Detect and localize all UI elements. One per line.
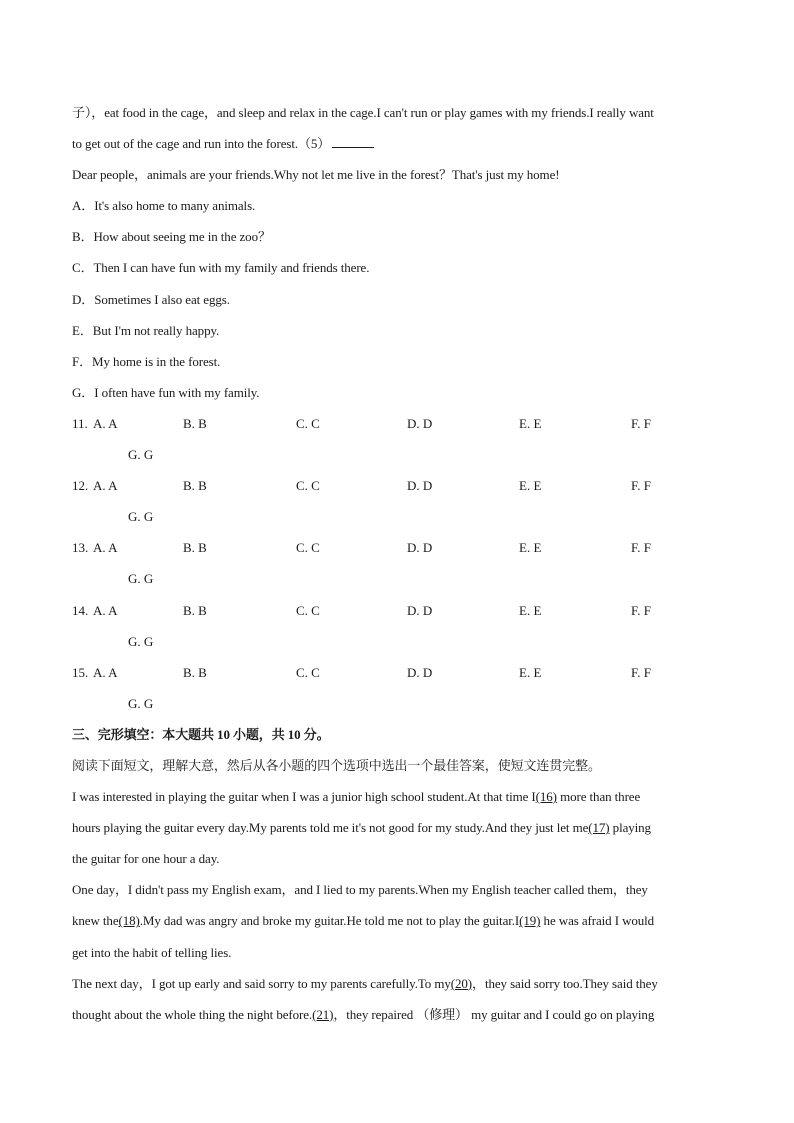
question-14 xyxy=(72,595,722,657)
blank-19[interactable]: (19) xyxy=(519,913,541,929)
blank-16[interactable]: (16) xyxy=(535,789,557,805)
choice-b[interactable]: B. B xyxy=(183,415,207,431)
cloze-line: One day，I didn't pass my English exam，and I lied to my parents.When my English teacher called them，they xyxy=(72,882,648,898)
cloze-line xyxy=(72,781,722,812)
cloze-text: he was afraid I would xyxy=(540,913,655,929)
choice-c[interactable]: C. C xyxy=(296,478,320,494)
cloze-line xyxy=(72,812,722,843)
choice-b[interactable]: B. B xyxy=(183,478,207,494)
choice-e[interactable]: E. E xyxy=(519,478,542,494)
choice-c[interactable]: C. C xyxy=(296,540,320,556)
section-instruction: 阅读下面短文，理解大意，然后从各小题的四个选项中选出一个最佳答案，使短文连贯完整。 xyxy=(72,757,601,773)
choice-b[interactable]: B. B xyxy=(183,664,207,680)
choice-f[interactable]: F. F xyxy=(631,602,651,618)
choice-e[interactable]: E. E xyxy=(519,664,542,680)
question-number: 13. xyxy=(72,540,89,556)
choice-e[interactable]: E. E xyxy=(519,602,542,618)
choice-g[interactable]: G. G xyxy=(128,633,154,649)
choice-f[interactable]: F. F xyxy=(631,478,651,494)
cloze-text: .My dad was angry and broke my guitar.He told me not to play the guitar.I xyxy=(139,913,520,929)
cloze-text: more than three xyxy=(556,789,641,805)
choice-c[interactable]: C. C xyxy=(296,602,320,618)
option-c: C．Then I can have fun with my family and friends there. xyxy=(72,260,370,276)
option-e: E．But I'm not really happy. xyxy=(72,322,220,338)
choice-f[interactable]: F. F xyxy=(631,664,651,680)
choice-f[interactable]: F. F xyxy=(631,415,651,431)
choice-d[interactable]: D. D xyxy=(407,602,433,618)
choice-e[interactable]: E. E xyxy=(519,540,542,556)
cloze-line: get into the habit of telling lies. xyxy=(72,944,232,960)
question-number: 14. xyxy=(72,602,89,618)
section-heading: 三、完形填空：本大题共 10 小题，共 10 分。 xyxy=(72,726,330,742)
blank-21[interactable]: (21) xyxy=(312,1006,334,1022)
option-g: G．I often have fun with my family. xyxy=(72,384,260,400)
blank-18[interactable]: (18) xyxy=(118,913,140,929)
choice-d[interactable]: D. D xyxy=(407,478,433,494)
choice-a[interactable]: A. A xyxy=(93,602,118,618)
cloze-text: playing xyxy=(609,820,651,836)
cloze-text: hours playing the guitar every day.My parents told me it's not good for my study.And they just let me xyxy=(72,820,589,836)
choice-d[interactable]: D. D xyxy=(407,415,433,431)
passage-line: Dear people，animals are your friends.Why not let me live in the forest？That's just my home! xyxy=(72,167,560,183)
choice-b[interactable]: B. B xyxy=(183,540,207,556)
passage-line: 子），eat food in the cage，and sleep and relax in the cage.I can't run or play games with my friends.I really want xyxy=(72,105,654,120)
cloze-line xyxy=(72,905,722,936)
blank-20[interactable]: (20) xyxy=(450,975,473,991)
option-d: D．Sometimes I also eat eggs. xyxy=(72,291,230,307)
question-11 xyxy=(72,408,722,470)
choice-f[interactable]: F. F xyxy=(631,540,651,556)
passage-text: to get out of the cage and run into the forest.（5） xyxy=(72,136,331,152)
choice-a[interactable]: A. A xyxy=(93,540,118,556)
question-number: 15. xyxy=(72,664,89,680)
answer-blank xyxy=(332,135,374,148)
cloze-text: ，they repaired （修理） my guitar and I could go on playing xyxy=(333,1006,655,1022)
choice-g[interactable]: G. G xyxy=(128,695,154,711)
choice-a[interactable]: A. A xyxy=(93,664,118,680)
passage-line xyxy=(72,128,722,159)
choice-b[interactable]: B. B xyxy=(183,602,207,618)
question-15 xyxy=(72,657,722,719)
option-a: A．It's also home to many animals. xyxy=(72,198,256,214)
cloze-text: knew the xyxy=(72,913,119,929)
question-13 xyxy=(72,532,722,594)
cloze-text: The next day，I got up early and said sorry to my parents carefully.To my xyxy=(72,975,451,991)
choice-g[interactable]: G. G xyxy=(128,571,154,587)
cloze-line: the guitar for one hour a day. xyxy=(72,851,220,867)
question-number: 12. xyxy=(72,478,89,494)
choice-d[interactable]: D. D xyxy=(407,664,433,680)
option-f: F．My home is in the forest. xyxy=(72,353,221,369)
cloze-text: I was interested in playing the guitar when I was a junior high school student.At that time I xyxy=(72,789,536,805)
choice-e[interactable]: E. E xyxy=(519,415,542,431)
cloze-text: thought about the whole thing the night before. xyxy=(72,1006,313,1022)
option-b: B．How about seeing me in the zoo？ xyxy=(72,229,271,245)
blank-17[interactable]: (17) xyxy=(588,820,610,836)
choice-c[interactable]: C. C xyxy=(296,415,320,431)
question-number: 11. xyxy=(72,415,88,431)
choice-g[interactable]: G. G xyxy=(128,509,154,525)
question-12 xyxy=(72,470,722,532)
choice-c[interactable]: C. C xyxy=(296,664,320,680)
cloze-line xyxy=(72,999,722,1030)
choice-g[interactable]: G. G xyxy=(128,447,154,463)
document-page xyxy=(72,97,722,1030)
cloze-text: ，they said sorry too.They said they xyxy=(472,975,658,991)
choice-a[interactable]: A. A xyxy=(93,415,118,431)
choice-a[interactable]: A. A xyxy=(93,478,118,494)
cloze-line xyxy=(72,968,722,999)
choice-d[interactable]: D. D xyxy=(407,540,433,556)
